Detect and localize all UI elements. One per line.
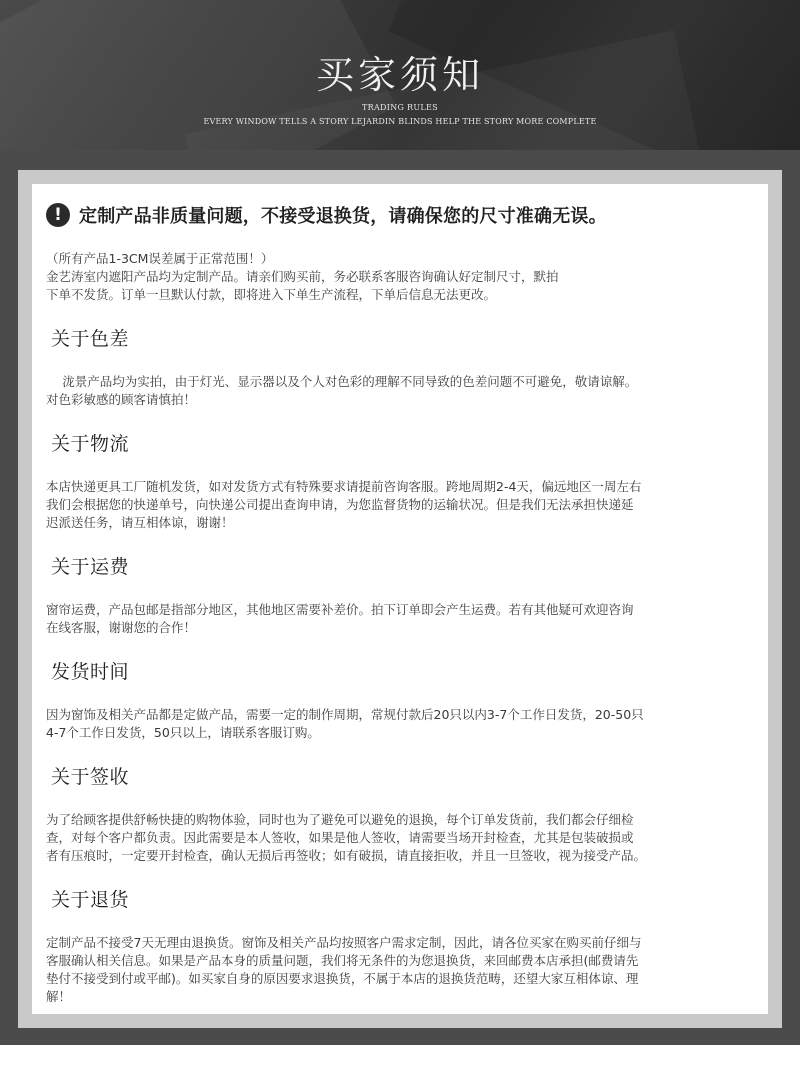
section-delivery-time bbox=[46, 657, 758, 742]
section-line: 对色彩敏感的顾客请慎拍！ bbox=[46, 392, 197, 407]
section-line: 4-7个工作日发货，50只以上，请联系客服订购。 bbox=[46, 725, 320, 740]
section-heading: 关于运费 bbox=[51, 556, 130, 578]
section-line: 客服确认相关信息。如果是产品本身的质量问题，我们将无条件的为您退换货，来回邮费本店承担(邮费请先 bbox=[46, 953, 639, 968]
intro-block bbox=[46, 250, 758, 304]
notice bbox=[46, 202, 758, 228]
notice-text: 定制产品非质量问题，不接受退换货，请确保您的尺寸准确无误。 bbox=[79, 206, 607, 227]
section-line: 者有压痕时，一定要开封检查，确认无损后再签收；如有破损，请直接拒收，并且一旦签收，视为接受产品。 bbox=[46, 848, 647, 863]
section-line: 迟派送任务，请互相体谅，谢谢！ bbox=[46, 515, 234, 530]
section-heading: 关于退货 bbox=[51, 889, 130, 911]
section-line: 解！ bbox=[46, 989, 72, 1004]
section-line: 本店快递更具工厂随机发货，如对发货方式有特殊要求请提前咨询客服。跨地周期2-4天，偏远地区一周左右 bbox=[46, 479, 642, 494]
rules-content bbox=[46, 200, 758, 1006]
exclamation-icon: ! bbox=[46, 203, 70, 227]
section-line: 查，对每个客户都负责。因此需要是本人签收，如果是他人签收，请需要当场开封检查，尤其是包装破损或 bbox=[46, 830, 634, 845]
intro-line: （所有产品1-3CM误差属于正常范围！） bbox=[46, 251, 274, 266]
section-shipping-fee bbox=[46, 552, 758, 637]
header-banner bbox=[0, 0, 800, 150]
section-line: 为了给顾客提供舒畅快捷的购物体验，同时也为了避免可以避免的退换，每个订单发货前，我们都会仔细检 bbox=[46, 812, 634, 827]
section-line: 因为窗饰及相关产品都是定做产品，需要一定的制作周期，常规付款后20只以内3-7个工作日发货，20-50只 bbox=[46, 707, 644, 722]
intro-line: 下单不发货。订单一旦默认付款，即将进入下单生产流程，下单后信息无法更改。 bbox=[46, 287, 497, 302]
section-heading: 发货时间 bbox=[51, 661, 130, 683]
section-line: 泷景产品均为实拍，由于灯光、显示器以及个人对色彩的理解不同导致的色差问题不可避免，敬请谅解。 bbox=[62, 374, 638, 389]
intro-line: 金艺涛室内遮阳产品均为定制产品。请亲们购买前，务必联系客服咨询确认好定制尺寸，默拍 bbox=[46, 269, 559, 284]
section-line: 垫付不接受到付或平邮)。如买家自身的原因要求退换货，不属于本店的退换货范畴，还望大家互相体谅、理 bbox=[46, 971, 639, 986]
section-logistics bbox=[46, 429, 758, 532]
header-tagline: EVERY WINDOW TELLS A STORY LEJARDIN BLINDS HELP THE STORY MORE COMPLETE bbox=[203, 117, 597, 126]
section-heading: 关于签收 bbox=[51, 766, 130, 788]
section-heading: 关于色差 bbox=[51, 328, 130, 350]
section-heading: 关于物流 bbox=[51, 433, 130, 455]
section-signing bbox=[46, 762, 758, 865]
section-line: 在线客服，谢谢您的合作！ bbox=[46, 620, 197, 635]
section-returns bbox=[46, 885, 758, 1006]
section-color bbox=[46, 324, 758, 409]
section-line: 我们会根据您的快递单号，向快递公司提出查询申请，为您监督货物的运输状况。但是我们无法承担快递延 bbox=[46, 497, 634, 512]
page-title: 买家须知 bbox=[315, 53, 484, 97]
footer-strip bbox=[0, 1045, 800, 1071]
section-line: 窗帘运费，产品包邮是指部分地区，其他地区需要补差价。拍下订单即会产生运费。若有其他疑可欢迎咨询 bbox=[46, 602, 634, 617]
section-line: 定制产品不接受7天无理由退换货。窗饰及相关产品均按照客户需求定制，因此，请各位买家在购买前仔细与 bbox=[46, 935, 642, 950]
rules-card bbox=[32, 184, 768, 1014]
header-subtitle: TRADING RULES bbox=[362, 103, 438, 112]
